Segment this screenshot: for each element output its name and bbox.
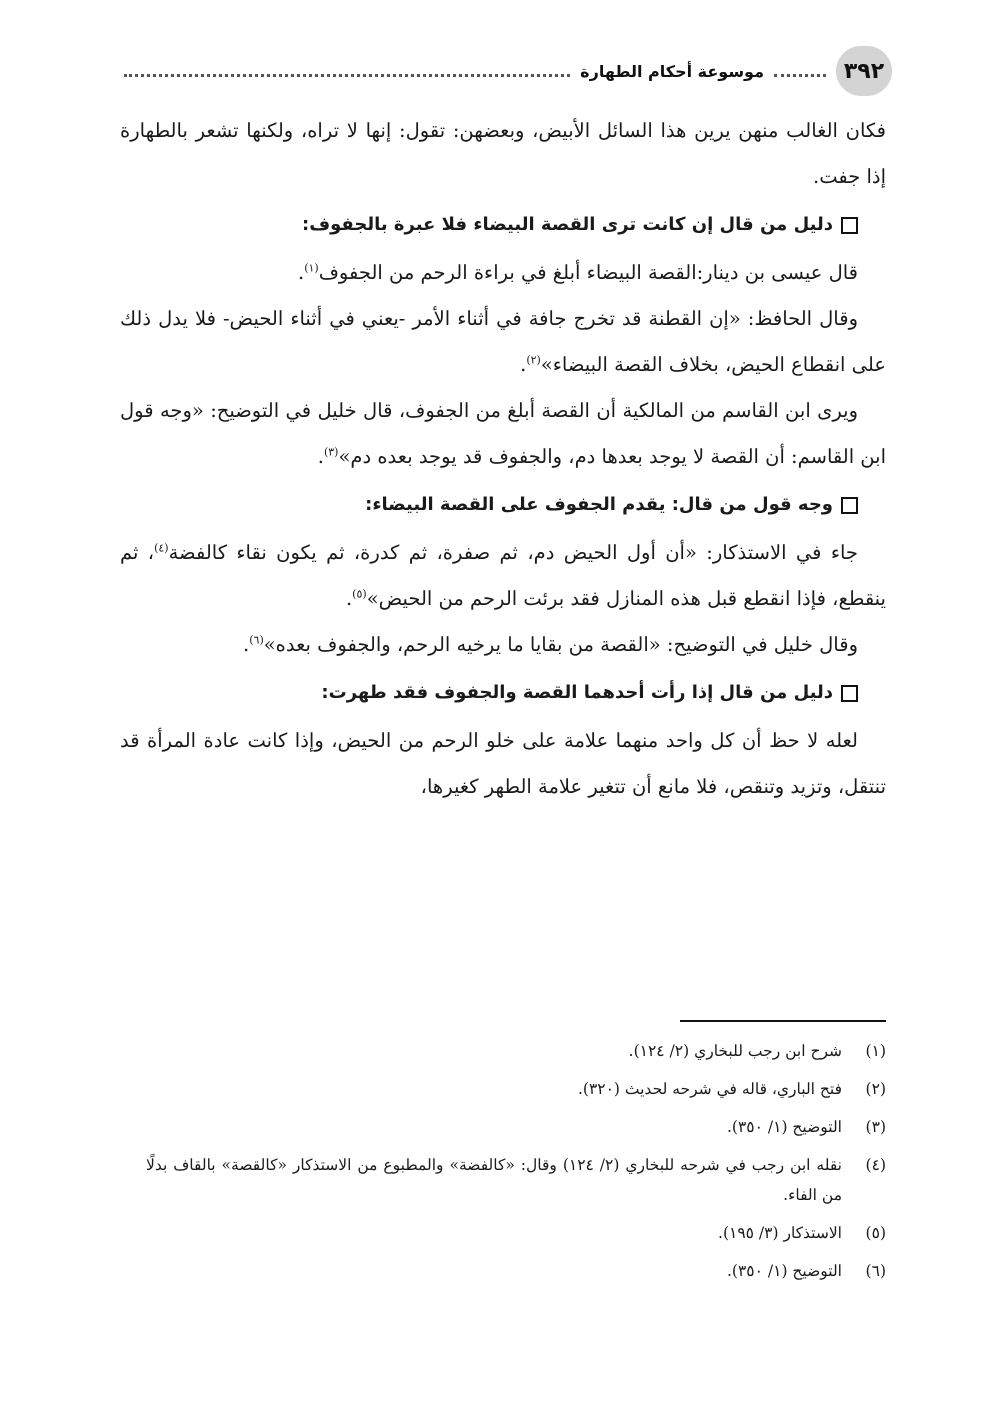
footnote-1 bbox=[146, 1036, 886, 1066]
paragraph-6: وقال خليل في التوضيح: «القصة من بقايا ما يرخيه الرحم، والجفوف بعده»$^{(٦)}$. bbox=[243, 633, 858, 656]
footnote-separator bbox=[680, 1020, 886, 1022]
footnote-number: (٢) bbox=[865, 1080, 886, 1098]
paragraph-2-text: قال عيسى بن دينار:القصة البيضاء أبلغ في براءة الرحم من الجفوف bbox=[318, 261, 858, 284]
header-dotted-leader-right bbox=[774, 74, 826, 77]
footnote-4 bbox=[146, 1150, 886, 1210]
footnote-text: التوضيح (١/ ٣٥٠). bbox=[727, 1262, 842, 1280]
paragraph-4-text: ويرى ابن القاسم من المالكية أن القصة أبلغ من الجفوف، قال خليل في التوضيح: «وجه قول ابن القاسم: أن القصة لا يوجد بعدها دم، والجفوف قد يوجد بعده دم» bbox=[120, 399, 886, 468]
paragraph-6-text: وقال خليل في التوضيح: «القصة من بقايا ما يرخيه الرحم، والجفوف بعده» bbox=[263, 633, 858, 656]
footnotes bbox=[146, 1036, 886, 1294]
footnote-3 bbox=[146, 1112, 886, 1142]
footnote-2 bbox=[146, 1074, 886, 1104]
paragraph-7: لعله لا حظ أن كل واحد منهما علامة على خلو الرحم من الحيض، وإذا كانت عادة المرأة قد تنتقل، وتزيد وتنقص، فلا مانع أن تتغير علامة الطهر كغيرها، bbox=[120, 729, 886, 798]
footnote-text: الاستذكار (٣/ ١٩٥). bbox=[718, 1224, 842, 1242]
footnote-ref-6[interactable]: (٦) bbox=[249, 633, 264, 647]
paragraph-5-text-a: جاء في الاستذكار: «أن أول الحيض دم، ثم صفرة، ثم كدرة، ثم يكون نقاء كالفضة bbox=[168, 541, 858, 564]
footnote-number: (٦) bbox=[865, 1262, 886, 1280]
paragraph-2: قال عيسى بن دينار:القصة البيضاء أبلغ في براءة الرحم من الجفوف$^{(١)}$. bbox=[297, 261, 858, 284]
footnote-text: التوضيح (١/ ٣٥٠). bbox=[727, 1118, 842, 1136]
footnote-text: شرح ابن رجب للبخاري (٢/ ١٢٤). bbox=[628, 1042, 842, 1060]
section-heading-2-text: وجه قول من قال: يقدم الجفوف على القصة البيضاء: bbox=[365, 494, 833, 515]
footnote-number: (٥) bbox=[865, 1224, 886, 1242]
section-heading-3-text: دليل من قال إذا رأت أحدهما القصة والجفوف فقد طهرت: bbox=[321, 682, 833, 703]
footnote-number: (١) bbox=[865, 1042, 886, 1060]
footnote-ref-2[interactable]: (٢) bbox=[526, 353, 541, 367]
section-heading-3 bbox=[120, 668, 886, 718]
running-title: موسوعة أحكام الطهارة bbox=[580, 61, 764, 81]
checkbox-square-icon bbox=[841, 217, 858, 234]
footnote-5 bbox=[146, 1218, 886, 1248]
footnote-ref-4[interactable]: (٤) bbox=[154, 541, 169, 555]
paragraph-3: وقال الحافظ: «إن القطنة قد تخرج جافة في أثناء الأمر -يعني في أثناء الحيض- فلا يدل ذلك على انقطاع الحيض، بخلاف القصة البيضاء»$^{(٢)}$. bbox=[120, 307, 886, 376]
section-heading-2 bbox=[120, 480, 886, 530]
section-heading-1 bbox=[120, 200, 886, 250]
footnote-ref-5[interactable]: (٥) bbox=[352, 587, 367, 601]
main-text bbox=[120, 108, 886, 810]
paragraph-4: ويرى ابن القاسم من المالكية أن القصة أبلغ من الجفوف، قال خليل في التوضيح: «وجه قول ابن القاسم: أن القصة لا يوجد بعدها دم، والجفوف قد يوجد بعده دم»$^{(٣)}$. bbox=[120, 399, 886, 468]
checkbox-square-icon bbox=[841, 497, 858, 514]
footnote-ref-3[interactable]: (٣) bbox=[323, 445, 339, 459]
section-heading-1-text: دليل من قال إن كانت ترى القصة البيضاء فلا عبرة بالجفوف: bbox=[302, 214, 833, 235]
footnote-text: نقله ابن رجب في شرحه للبخاري (٢/ ١٢٤) وقال: «كالفضة» والمطبوع من الاستذكار «كالقصة» بالقاف بدلًا من الفاء. bbox=[146, 1156, 842, 1204]
checkbox-square-icon bbox=[841, 685, 858, 702]
paragraph-1: فكان الغالب منهن يرين هذا السائل الأبيض، وبعضهن: تقول: إنها لا تراه، ولكنها تشعر بالطهارة إذا جفت. bbox=[120, 119, 886, 188]
paragraph-3-text: وقال الحافظ: «إن القطنة قد تخرج جافة في أثناء الأمر -يعني في أثناء الحيض- فلا يدل ذلك على انقطاع الحيض، بخلاف القصة البيضاء» bbox=[120, 307, 886, 376]
page-number-badge: ٣٩٢ bbox=[836, 46, 892, 96]
paragraph-5: جاء في الاستذكار: «أن أول الحيض دم، ثم صفرة، ثم كدرة، ثم يكون نقاء كالفضة$^{(٤)}$، ثم ينقطع، فإذا انقطع قبل هذه المنازل فقد برئت الرحم من الحيض»$^{(٥)}$. bbox=[120, 541, 886, 610]
header-dotted-leader-left bbox=[124, 74, 570, 77]
footnote-ref-1[interactable]: (١) bbox=[304, 261, 319, 275]
footnote-number: (٤) bbox=[865, 1156, 886, 1174]
footnote-6 bbox=[146, 1256, 886, 1286]
footnote-text: فتح الباري، قاله في شرحه لحديث (٣٢٠). bbox=[577, 1080, 842, 1098]
page-header bbox=[114, 46, 892, 96]
footnote-number: (٣) bbox=[865, 1118, 886, 1136]
paragraph-5-text-b: ، ثم ينقطع، فإذا انقطع قبل هذه المنازل فقد برئت الرحم من الحيض» bbox=[120, 541, 886, 610]
